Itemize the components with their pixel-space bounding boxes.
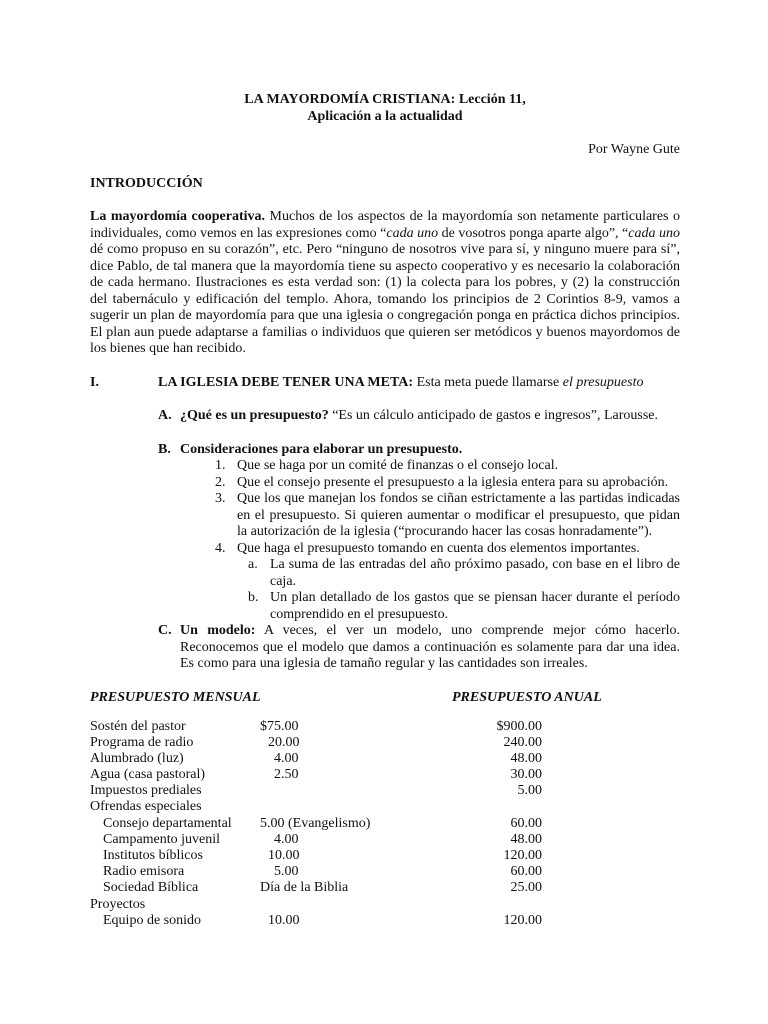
budget-item-label: Sociedad Bíblica [103, 880, 199, 896]
list-item: 2. Que el consejo presente el presupuesto a la iglesia entera para su aprobación. [215, 474, 669, 490]
budget-row [90, 719, 680, 735]
budget-row [90, 735, 680, 751]
budget-row [90, 783, 680, 799]
budget-item-label: Institutos bíblicos [103, 848, 203, 863]
intro-text-2: de vosotros ponga aparte algo”, “ [438, 225, 629, 241]
subsection-a [158, 408, 680, 425]
budget-row [90, 751, 680, 767]
title-line-1: LA MAYORDOMÍA CRISTIANA: Lección 11, [244, 92, 526, 107]
budget-monthly-value: 10.00 [268, 848, 300, 863]
budget-row [90, 767, 680, 783]
budget-monthly-value: 20.00 [268, 734, 300, 750]
budget-annual-value: 240.00 [503, 734, 542, 750]
budget-row [90, 832, 680, 848]
subsection-a-text: “Es un cálculo anticipado de gastos e ingresos”, Larousse. [328, 408, 659, 423]
budget-item-label: Programa de radio [90, 734, 194, 750]
budget-monthly-value: 4.00 [274, 831, 299, 847]
budget-annual-value: 60.00 [510, 815, 542, 831]
section-1-text: Esta meta puede llamarse [413, 374, 563, 390]
budget-row [90, 913, 680, 929]
budget-item-label: Campamento juvenil [103, 831, 221, 847]
section-1-italic: el presupuesto [562, 374, 644, 390]
list-item: 1. Que se haga por un comité de finanzas o el consejo local. [215, 458, 559, 473]
budget-header [90, 690, 680, 708]
budget-item-label: Agua (casa pastoral) [90, 767, 206, 783]
title-line-2: Aplicación a la actualidad [307, 108, 463, 124]
budget-item-label: Ofrendas especiales [90, 799, 202, 815]
subsection-b [158, 442, 680, 459]
author: Por Wayne Gute [588, 142, 680, 157]
list-item: 4. Que haga el presupuesto tomando en cuenta dos elementos importantes. [215, 540, 640, 556]
budget-table [90, 719, 680, 929]
intro-italic-2: cada uno [628, 225, 681, 241]
budget-row [90, 816, 680, 832]
subsection-c [158, 623, 680, 673]
subsection-c-text: A veces, el ver un modelo, uno comprende mejor cómo hacerlo. Reconocemos que el modelo que damos a continuación es solamente para dar una idea. Es como para una iglesia de tamaño regular y las cantidades son irreales. [180, 623, 680, 671]
budget-item-label: Impuestos prediales [90, 783, 202, 799]
budget-row [90, 864, 680, 880]
budget-monthly-value: 10.00 [268, 912, 300, 928]
intro-italic-1: cada uno [386, 225, 439, 241]
budget-annual-value: 25.00 [510, 880, 542, 896]
budget-annual-value: 5.00 [517, 783, 542, 799]
monthly-budget-heading: PRESUPUESTO MENSUAL [90, 689, 261, 705]
budget-row [90, 799, 680, 815]
sub-list-item: a. La suma de las entradas del año próximo pasado, con base en el libro de caja. [248, 557, 680, 589]
budget-monthly-value: Día de la Biblia [260, 880, 349, 896]
intro-lead: La mayordomía cooperativa. [90, 209, 266, 224]
budget-row [90, 880, 680, 896]
intro-text-3: dé como propuso en su corazón”, etc. Pero “ninguno de nosotros vive para sí, y ninguno muere para sí”, dice Pablo, de tal manera que la mayordomía tiene su aspecto cooperativo y es necesario la colaboración de cada hermano. Ilustraciones es esta verdad son: (1) la colecta para los pobres, y (2) la construcción del tabernáculo y edificación del templo. Ahora, tomando los principios de 2 Corintios 8-9, vamos a sugerir un plan de mayordomía para que una iglesia o congregación ponga en práctica dichos principios. El plan aun puede adaptarse a familias o individuos que quieren ser metódicos y buenos mayordomos de los bienes que han recibido. [90, 242, 680, 356]
budget-annual-value: 120.00 [503, 848, 542, 863]
budget-monthly-value: 5.00 [274, 864, 299, 880]
budget-annual-value: 30.00 [510, 767, 542, 783]
budget-annual-value: $900.00 [496, 718, 542, 734]
budget-monthly-value: 5.00 (Evangelismo) [260, 815, 371, 831]
budget-item-label: Radio emisora [103, 864, 185, 880]
budget-annual-value: 48.00 [510, 750, 542, 766]
annual-budget-heading: PRESUPUESTO ANUAL [452, 689, 602, 705]
subsection-b-letter: B. [158, 441, 171, 457]
section-1-number: I. [90, 374, 99, 390]
budget-item-label: Alumbrado (luz) [90, 750, 184, 766]
list-item: 3. Que los que manejan los fondos se ciñan estrictamente a las partidas indicadas en el presupuesto. Si quieren aumentar o modificar el presupuesto, que pidan la autorización de la iglesia (“procurando hacer las cosas honradamente”). [215, 491, 680, 539]
subsection-a-heading: ¿Qué es un presupuesto? [180, 408, 329, 423]
intro-text-1: Muchos de los aspectos de la mayordomía son netamente particulares o individuales, como vemos en las expresiones como “ [90, 209, 681, 241]
subsection-c-letter: C. [158, 623, 172, 638]
budget-monthly-value: 4.00 [274, 750, 299, 766]
section-1 [90, 375, 680, 392]
budget-monthly-value: $75.00 [260, 718, 299, 734]
document-page [90, 92, 680, 929]
budget-item-label: Equipo de sonido [103, 912, 201, 928]
sub-list-item: b. Un plan detallado de los gastos que se piensan hacer durante el período comprendido en el presupuesto. [248, 590, 680, 622]
budget-row [90, 848, 680, 864]
budget-annual-value: 120.00 [503, 912, 542, 928]
budget-monthly-value: 2.50 [274, 767, 299, 783]
subsection-c-heading: Un modelo: [180, 623, 256, 638]
subsection-a-letter: A. [158, 408, 172, 423]
intro-paragraph [90, 209, 680, 358]
section-1-heading: LA IGLESIA DEBE TENER UNA META: [158, 374, 414, 390]
budget-item-label: Sostén del pastor [90, 718, 186, 734]
section-1-heading-line [158, 375, 643, 392]
budget-row [90, 897, 680, 913]
budget-item-label: Consejo departamental [103, 815, 232, 831]
subsection-b-heading: Consideraciones para elaborar un presupuesto. [180, 441, 463, 457]
budget-item-label: Proyectos [90, 896, 146, 912]
budget-annual-value: 60.00 [510, 864, 542, 880]
intro-heading: INTRODUCCIÓN [90, 175, 203, 191]
budget-annual-value: 48.00 [510, 831, 542, 847]
